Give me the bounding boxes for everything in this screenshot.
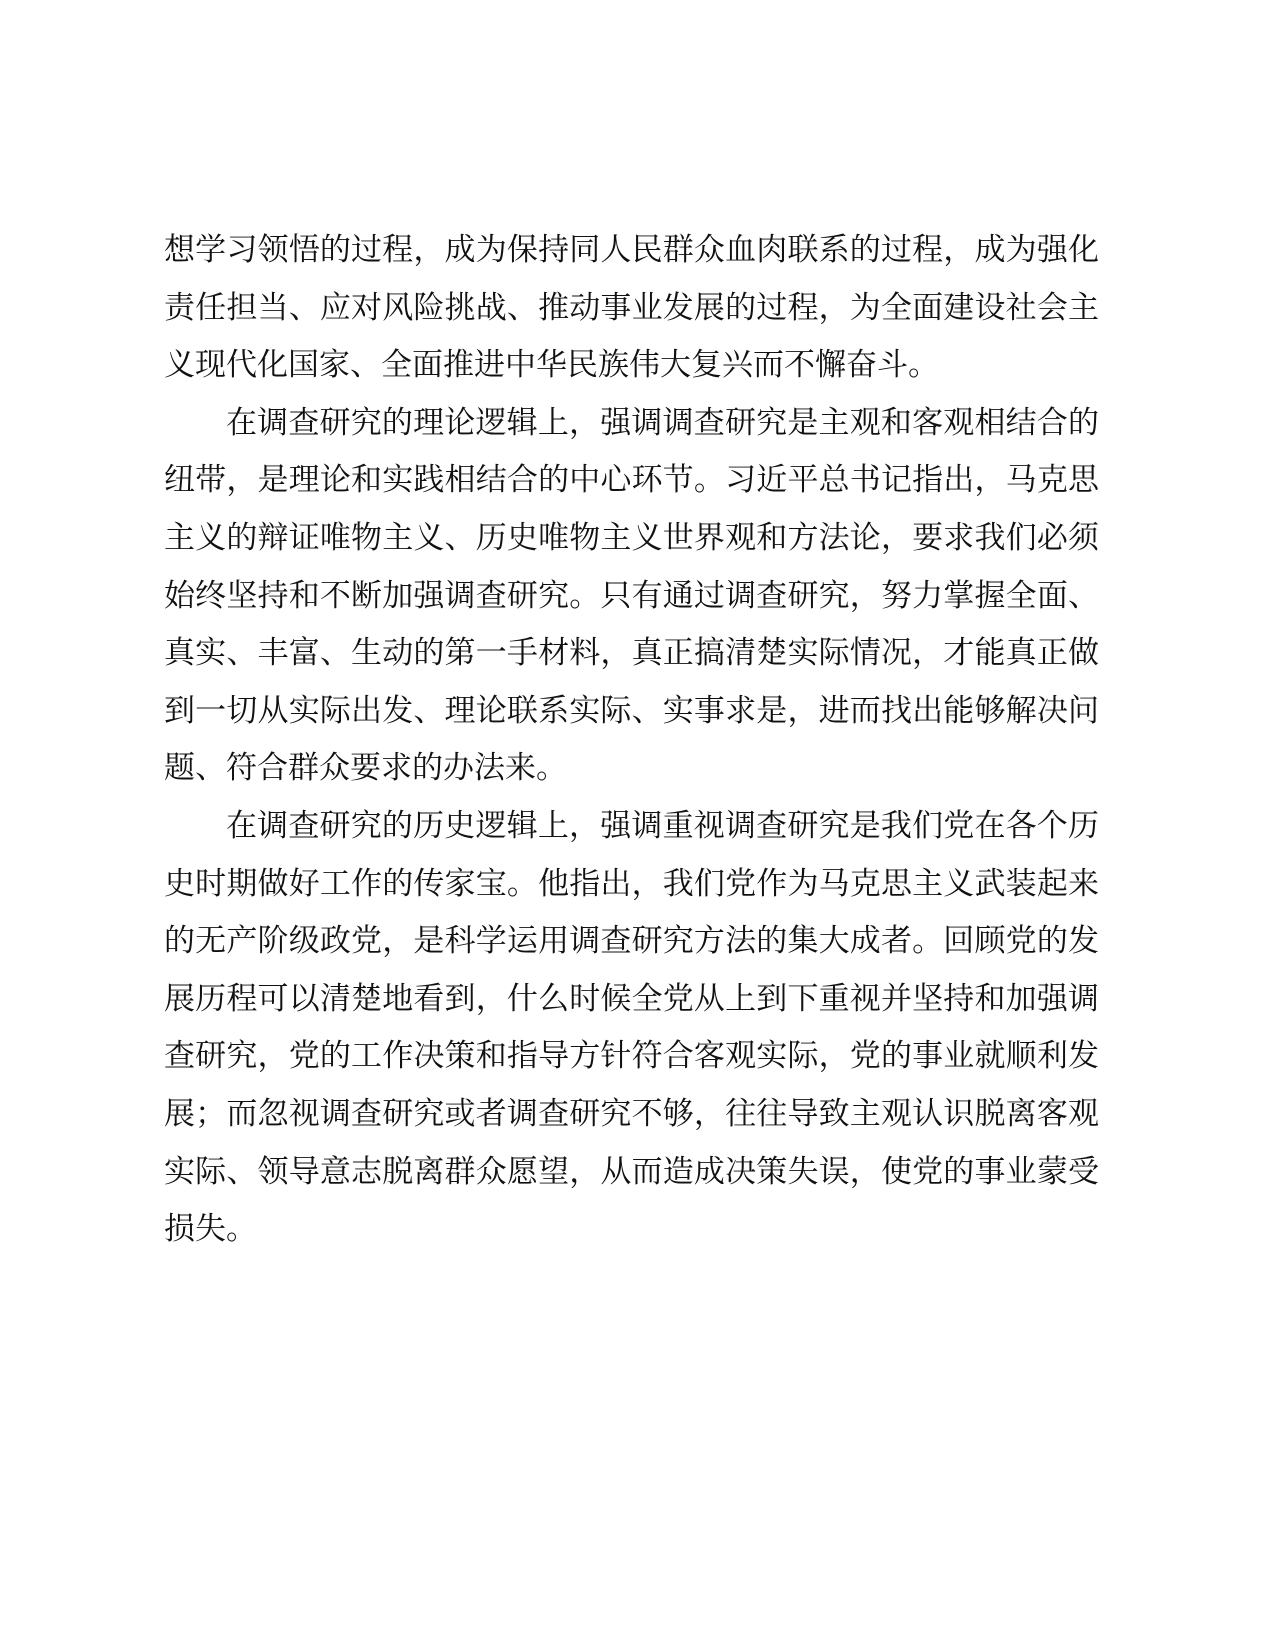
document-body (164, 222, 1099, 1259)
paragraph-historical-logic: 在调查研究的历史逻辑上，强调重视调查研究是我们党在各个历史时期做好工作的传家宝。他指出，我们党作为马克思主义武装起来的无产阶级政党，是科学运用调查研究方法的集大成者。回顾党的发展历程可以清楚地看到，什么时候全党从上到下重视并坚持和加强调查研究，党的工作决策和指导方针符合客观实际，党的事业就顺利发展；而忽视调查研究或者调查研究不够，往往导致主观认识脱离客观实际、领导意志脱离群众愿望，从而造成决策失误，使党的事业蒙受损失。 (164, 807, 1099, 1248)
paragraph-continuation: 想学习领悟的过程，成为保持同人民群众血肉联系的过程，成为强化责任担当、应对风险挑战、推动事业发展的过程，为全面建设社会主义现代化国家、全面推进中华民族伟大复兴而不懈奋斗。 (164, 232, 1099, 384)
paragraph-theoretical-logic: 在调查研究的理论逻辑上，强调调查研究是主观和客观相结合的纽带，是理论和实践相结合的中心环节。习近平总书记指出，马克思主义的辩证唯物主义、历史唯物主义世界观和方法论，要求我们必须始终坚持和不断加强调查研究。只有通过调查研究，努力掌握全面、真实、丰富、生动的第一手材料，真正搞清楚实际情况，才能真正做到一切从实际出发、理论联系实际、实事求是，进而找出能够解决问题、符合群众要求的办法来。 (164, 404, 1099, 787)
